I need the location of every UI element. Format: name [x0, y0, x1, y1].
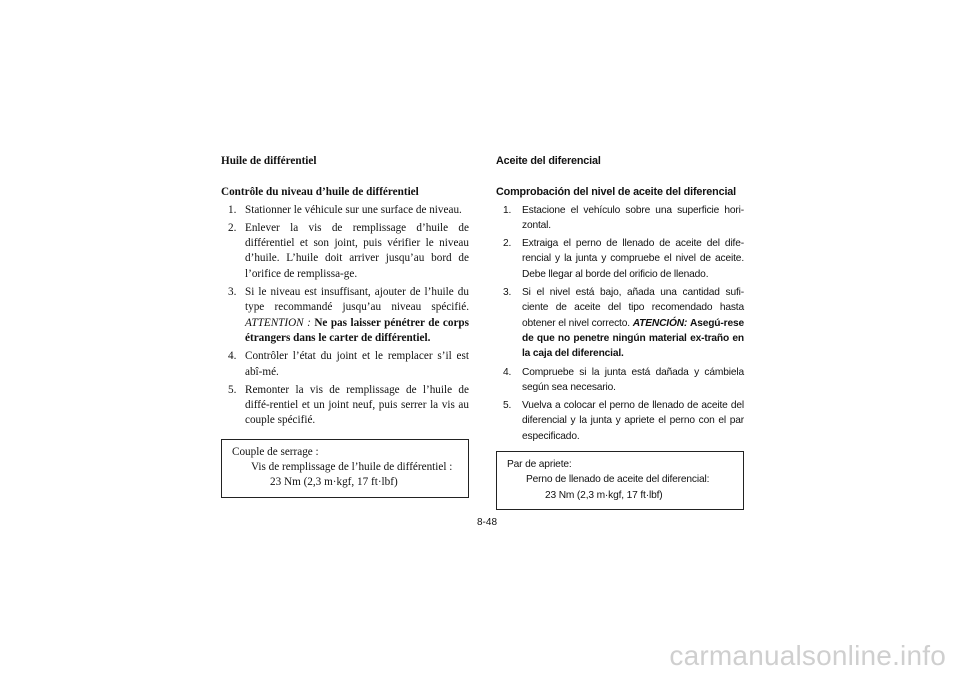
step-item: [221, 285, 469, 346]
step-text: Extraiga el perno de llenado de aceite del dife-rencial y la junta y compruebe el nivel de aceite. Debe llegar al borde del orificio de llenado.: [522, 238, 744, 280]
spec-item: Vis de remplissage de l’huile de différentiel :: [251, 461, 453, 474]
step-item: [496, 285, 744, 361]
step-item: [221, 349, 469, 380]
step-number: 3.: [503, 287, 512, 299]
french-column: [221, 150, 469, 498]
caution-label: ATTENTION :: [245, 316, 311, 329]
step-item: [496, 203, 744, 234]
step-item: [496, 398, 744, 444]
torque-spec-box: [496, 451, 744, 510]
spec-value: 23 Nm (2,3 m·kgf, 17 ft·lbf): [545, 489, 663, 501]
step-item: [496, 365, 744, 396]
spec-heading: Par de apriete:: [507, 459, 572, 471]
step-number: 3.: [228, 286, 237, 299]
step-item: [221, 203, 469, 218]
step-item: [221, 221, 469, 282]
step-number: 4.: [503, 366, 512, 378]
step-number: 5.: [228, 383, 237, 396]
step-number: 2.: [228, 221, 237, 234]
step-item: [221, 383, 469, 429]
watermark: carmanualsonline.info: [669, 640, 946, 671]
step-number: 1.: [503, 204, 512, 216]
step-number: 5.: [503, 400, 512, 412]
step-text: Si le niveau est insuffisant, ajouter de l’huile du type recommandé jusqu’au niveau spécifié.: [245, 286, 469, 314]
step-text: Remonter la vis de remplissage de l’huile de diffé-rentiel et un joint neuf, puis serrer la vis au couple spécifié.: [245, 383, 469, 427]
caution-label: ATENCIÓN:: [632, 317, 688, 329]
step-text: Stationner le véhicule sur une surface de niveau.: [245, 203, 462, 216]
steps-list: [496, 203, 744, 444]
step-number: 1.: [228, 203, 237, 216]
torque-spec-box: [221, 439, 469, 498]
subsection-title: Comprobación del nivel de aceite del diferencial: [496, 186, 737, 199]
subsection-title: Contrôle du niveau d’huile de différentiel: [221, 186, 419, 199]
step-number: 4.: [228, 350, 237, 363]
spec-value: 23 Nm (2,3 m·kgf, 17 ft·lbf): [270, 476, 398, 489]
step-number: 2.: [503, 238, 512, 250]
spec-item: Perno de llenado de aceite del diferencial:: [526, 474, 710, 486]
step-text: Vuelva a colocar el perno de llenado de aceite del diferencial y la junta y apriete el perno con el par especificado.: [522, 400, 744, 442]
caution-text: Ne pas laisser pénétrer de corps étrangers dans le carter de différentiel.: [245, 316, 469, 344]
caution-text: Asegú-rese de que no penetre ningún material ex-traño en la caja del diferencial.: [522, 317, 744, 360]
steps-list: [221, 203, 469, 429]
step-text: Estacione el vehículo sobre una superficie hori-zontal.: [522, 204, 744, 231]
step-text: Compruebe si la junta está dañada y cámbiela según sea necesario.: [522, 366, 744, 393]
page-number: 8-48: [476, 517, 497, 528]
step-text: Si el nivel está bajo, añada una cantidad sufi-ciente de aceite del tipo recomendado hasta obtener el nivel correcto.: [522, 287, 744, 329]
spec-heading: Couple de serrage :: [232, 445, 319, 458]
spanish-column: [496, 150, 744, 510]
step-text: Enlever la vis de remplissage d’huile de différentiel et son joint, puis vérifier le niveau d’huile. L’huile doit arriver jusqu’au bord de l’orifice de remplissa-ge.: [245, 221, 469, 280]
section-title: Huile de différentiel: [221, 155, 317, 167]
step-text: Contrôler l’état du joint et le remplacer s’il est abî-mé.: [245, 350, 469, 378]
step-item: [496, 236, 744, 282]
section-title: Aceite del diferencial: [496, 155, 601, 167]
